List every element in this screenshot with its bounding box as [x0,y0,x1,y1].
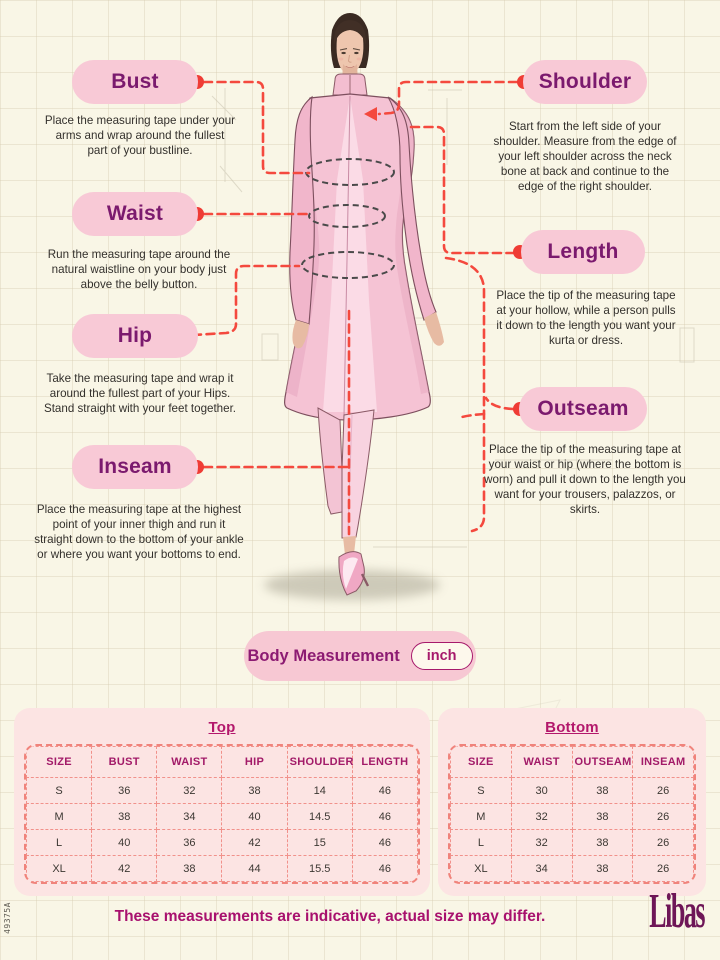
brand-logo: Libas [649,884,704,938]
top-table-title: Top [208,719,236,736]
table-cell: 26 [633,830,694,856]
table-row [451,830,694,856]
table-cell: 46 [352,804,417,830]
shoulder-label: Shoulder [538,70,632,93]
table-cell: 34 [511,856,572,882]
table-row [27,778,418,804]
table-cell: M [27,804,92,830]
table-cell: XL [27,856,92,882]
table-cell: 38 [92,804,157,830]
table-cell: 40 [222,804,287,830]
table-cell: M [451,804,512,830]
table-cell: 26 [633,804,694,830]
table-header-row [27,747,418,778]
bust-label: Bust [111,70,159,93]
table-row [451,778,694,804]
bottom-size-table [450,746,694,882]
unit-toggle-inch[interactable]: inch [411,642,473,670]
outseam-description: Place the tip of the measuring tape at your waist or hip (where the bottom is worn) and pull it down to the length you want for your trousers, palazzos, or skirts. [484,443,686,517]
table-cell: L [27,830,92,856]
table-row [451,856,694,882]
table-header-row [451,747,694,778]
column-header: BUST [92,747,157,778]
table-cell: 15 [287,830,352,856]
table-cell: 30 [511,778,572,804]
hip-description: Take the measuring tape and wrap it around the fullest part of your Hips. Stand straight with your feet together. [43,372,237,416]
bust-pill [72,60,198,104]
column-header: LENGTH [352,747,417,778]
inseam-label: Inseam [98,455,172,478]
hip-ellipse [302,252,394,278]
inseam-description: Place the measuring tape at the highest point of your inner thigh and run it straight down to the bottom of your ankle or where you want your bottoms to end. [34,503,244,562]
table-cell: L [451,830,512,856]
waist-ellipse [309,205,385,227]
table-cell: 32 [511,804,572,830]
length-label: Length [547,240,619,263]
bottom-table-title: Bottom [545,719,599,736]
table-cell: 38 [572,830,633,856]
bottom-table-border [448,744,696,884]
body-measurement-label: Body Measurement [247,646,400,665]
column-header: INSEAM [633,747,694,778]
bottom-size-panel [438,708,706,896]
table-cell: 14.5 [287,804,352,830]
column-header: SHOULDER [287,747,352,778]
body-measure-ellipses [302,159,394,278]
column-header: HIP [222,747,287,778]
table-cell: 46 [352,778,417,804]
table-cell: 38 [222,778,287,804]
table-cell: S [451,778,512,804]
table-cell: 40 [92,830,157,856]
shoulder-description: Start from the left side of your shoulder. Measure from the edge of your left shoulder across the neck bone at back and continue to the edge of the right shoulder. [493,120,677,194]
table-cell: 46 [352,856,417,882]
table-row [27,830,418,856]
column-header: WAIST [511,747,572,778]
top-size-table [26,746,418,882]
table-row [451,804,694,830]
top-table-border [24,744,420,884]
table-cell: 34 [157,804,222,830]
hip-label: Hip [117,324,153,347]
measure-line-outseam-vertical [446,258,484,531]
measure-line-length-hem-hook [462,414,484,417]
column-header: WAIST [157,747,222,778]
table-cell: 26 [633,778,694,804]
shoulder-arrowhead [364,107,377,121]
model-figure [285,13,444,595]
bust-description: Place the measuring tape under your arms and wrap around the fullest part of your bustline. [44,114,236,158]
hip-pill [72,314,198,358]
body-measurement-badge [244,631,476,681]
artwork-code: 49375A [3,902,12,934]
table-cell: 46 [352,830,417,856]
length-description: Place the tip of the measuring tape at your hollow, while a person pulls it down to the length you want your kurta or dress. [496,289,676,348]
table-cell: 42 [92,856,157,882]
top-size-panel [14,708,430,896]
measure-line-shoulder [379,82,517,114]
shoulder-pill [523,60,647,104]
table-cell: S [27,778,92,804]
table-cell: 36 [157,830,222,856]
floor-shadow [264,570,440,600]
table-cell: 38 [572,778,633,804]
table-cell: 38 [572,856,633,882]
disclaimer-note: These measurements are indicative, actual size may differ. [114,908,546,925]
measure-lines [193,82,517,534]
waist-description: Run the measuring tape around the natural waistline on your body just above the belly button. [47,248,231,292]
bust-ellipse [306,159,394,185]
table-cell: 15.5 [287,856,352,882]
size-tables [14,708,706,896]
table-row [27,856,418,882]
table-cell: XL [451,856,512,882]
table-cell: 32 [511,830,572,856]
measure-line-outseam [486,398,513,409]
outseam-label: Outseam [537,397,629,420]
table-cell: 14 [287,778,352,804]
table-cell: 44 [222,856,287,882]
column-header: SIZE [451,747,512,778]
column-header: OUTSEAM [572,747,633,778]
table-cell: 32 [157,778,222,804]
table-cell: 38 [157,856,222,882]
outseam-pill [519,387,647,431]
table-cell: 26 [633,856,694,882]
inseam-pill [72,445,198,489]
waist-label: Waist [106,202,164,225]
waist-pill [72,192,198,236]
length-pill [521,230,645,274]
table-row [27,804,418,830]
table-cell: 36 [92,778,157,804]
table-cell: 42 [222,830,287,856]
table-cell: 38 [572,804,633,830]
column-header: SIZE [27,747,92,778]
